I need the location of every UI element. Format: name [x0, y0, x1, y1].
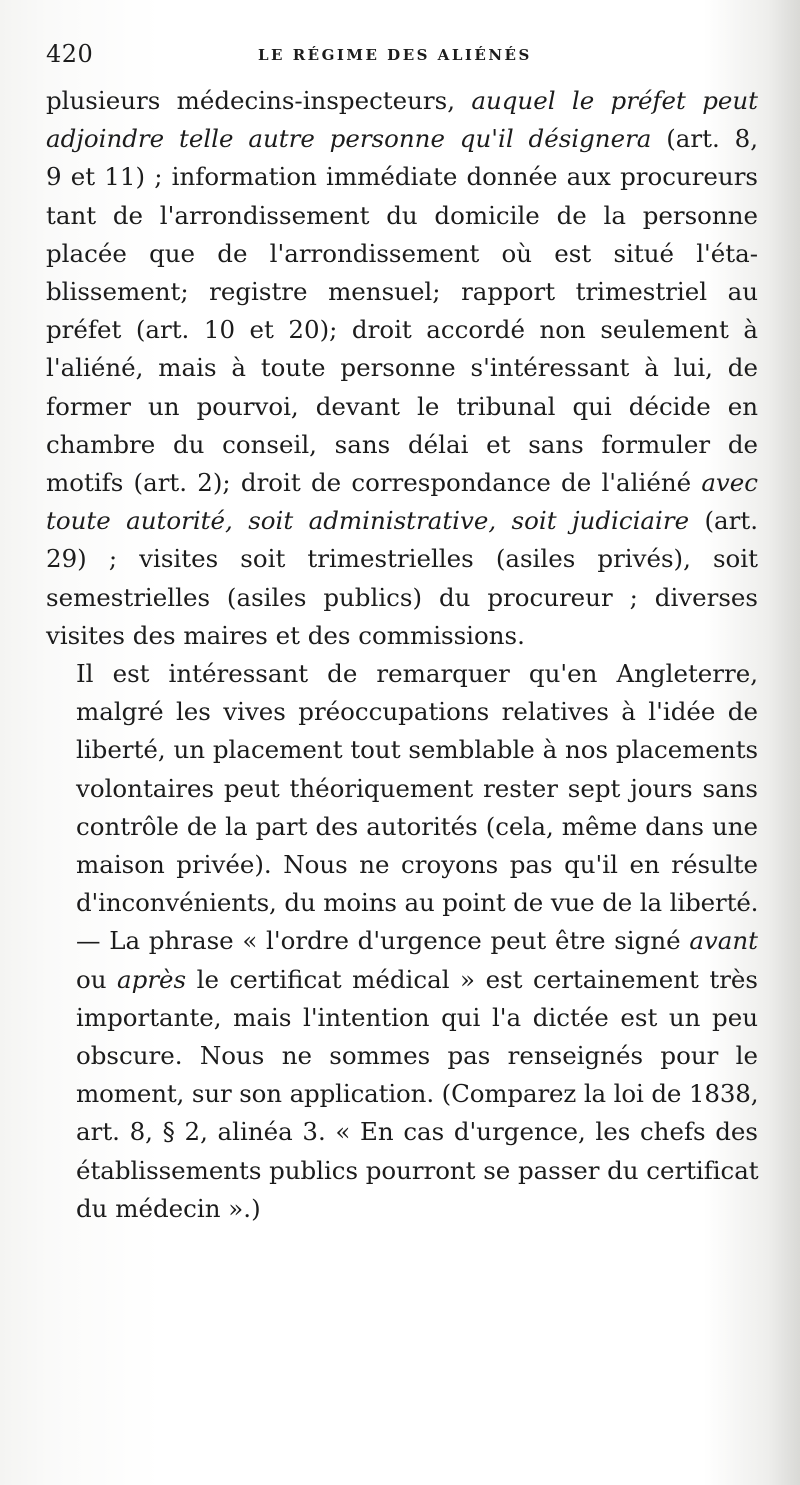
page-number: 420 [46, 40, 94, 68]
text-segment: art. 8, § 2, alinéa 3. « En cas d'urgence, les chefs des [76, 1117, 758, 1147]
italic-text: adjoindre telle autre personne qu'il désignera [46, 124, 652, 154]
text-segment: obscure. Nous ne sommes pas renseignés pour le [76, 1041, 758, 1071]
page-header [46, 40, 756, 70]
text-line [46, 655, 758, 693]
text-segment: blissement; registre mensuel; rapport trimestriel au [46, 277, 758, 307]
body-text [46, 82, 758, 1228]
paragraph [46, 82, 758, 655]
text-line [46, 197, 758, 235]
text-segment: maison privée). Nous ne croyons pas qu'il en résulte [76, 850, 758, 880]
text-line [46, 770, 758, 808]
text-segment: liberté, un placement tout semblable à nos placements [76, 735, 759, 765]
text-segment: malgré les vives préoccupations relatives à l'idée de [76, 697, 758, 727]
text-line [46, 158, 758, 196]
text-segment: placée que de l'arrondissement où est situé l'éta- [46, 238, 758, 268]
italic-text: avec [701, 468, 758, 498]
text-segment: — La phrase « l'ordre d'urgence peut être signé [76, 926, 690, 956]
text-line [46, 961, 758, 999]
text-line [46, 731, 758, 769]
paragraph [46, 655, 758, 1228]
text-segment: 29) ; visites soit trimestrielles (asiles privés), soit [46, 544, 758, 574]
text-line [46, 82, 758, 120]
text-line [46, 808, 758, 846]
text-segment: 9 et 11) ; information immédiate donnée aux procureurs [46, 162, 758, 192]
text-segment: semestrielles (asiles publics) du procureur ; diverses [46, 582, 758, 612]
text-segment: volontaires peut théoriquement rester sept jours sans [76, 773, 758, 803]
text-segment: d'inconvénients, du moins au point de vue de la liberté. [76, 888, 759, 918]
text-line [46, 120, 758, 158]
text-line [46, 426, 758, 464]
text-line [46, 273, 758, 311]
text-line [46, 388, 758, 426]
text-segment: l'aliéné, mais à toute personne s'intéressant à lui, de [46, 353, 758, 383]
text-line [46, 579, 758, 617]
text-segment: motifs (art. 2); droit de correspondance de l'aliéné [46, 468, 702, 498]
text-line [46, 502, 758, 540]
text-segment: (art. [689, 506, 758, 536]
text-line [46, 999, 758, 1037]
text-segment: tant de l'arrondissement du domicile de la personne [46, 200, 758, 230]
text-segment: chambre du conseil, sans délai et sans formuler de [46, 429, 758, 459]
text-line [46, 235, 758, 273]
text-segment: le certificat médical » est certainement très [186, 964, 758, 994]
text-line [46, 464, 758, 502]
text-segment: contrôle de la part des autorités (cela, même dans une [76, 811, 758, 841]
text-segment: du médecin ».) [76, 1193, 261, 1223]
text-segment: plusieurs médecins-inspecteurs, [46, 86, 472, 115]
text-line [46, 693, 758, 731]
text-segment: visites des maires et des commissions. [46, 620, 525, 650]
text-segment: ou [76, 964, 118, 994]
italic-text: avant [689, 926, 758, 956]
text-segment: (art. 8, [651, 124, 758, 154]
italic-text: toute autorité, soit administrative, soit judiciaire [46, 506, 690, 536]
text-line [46, 617, 758, 655]
text-line [46, 1037, 758, 1075]
text-line [46, 922, 758, 960]
text-line [46, 1075, 758, 1113]
text-line [46, 846, 758, 884]
text-segment: établissements publics pourront se passer du certificat [76, 1155, 759, 1185]
text-segment: importante, mais l'intention qui l'a dictée est un peu [76, 1002, 758, 1032]
italic-text: après [117, 964, 187, 994]
text-segment: former un pourvoi, devant le tribunal qui décide en [46, 391, 758, 421]
text-line [46, 1190, 758, 1228]
text-line [46, 1152, 758, 1190]
text-segment: préfet (art. 10 et 20); droit accordé non seulement à [46, 315, 758, 345]
text-line [46, 884, 758, 922]
text-segment: Il est intéressant de remarquer qu'en Angleterre, [76, 659, 758, 689]
text-segment: moment, sur son application. (Comparez la loi de 1838, [76, 1079, 759, 1109]
text-line [46, 311, 758, 349]
italic-text: auquel le préfet peut [471, 86, 758, 115]
text-line [46, 1113, 758, 1151]
text-line [46, 540, 758, 578]
running-head: LE RÉGIME DES ALIÉNÉS [258, 46, 532, 64]
text-line [46, 349, 758, 387]
